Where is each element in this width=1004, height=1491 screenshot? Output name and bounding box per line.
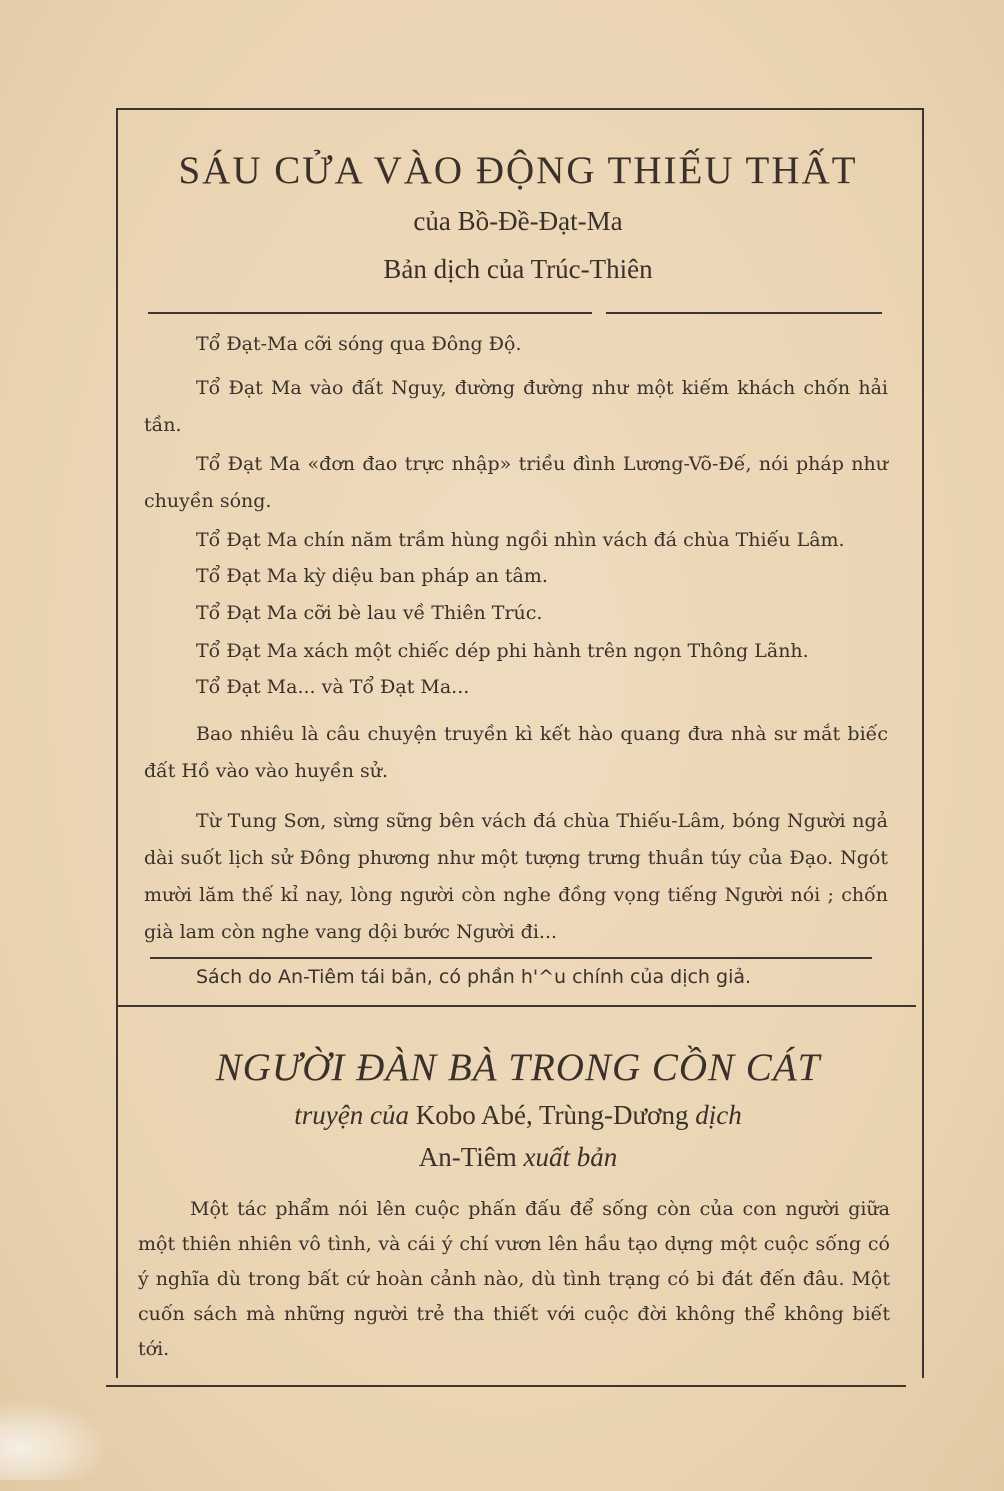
book1-line-1: Tổ Đạt-Ma cỡi sóng qua Đông Độ. — [196, 333, 522, 355]
book2-publisher: An-Tiêm — [418, 1142, 517, 1172]
book1-rule-right — [606, 312, 882, 314]
book1-line-4: Tổ Đạt Ma cỡi bè lau về Thiên Trúc. — [196, 602, 543, 624]
book2-credit — [120, 1100, 916, 1131]
book2-publisher-line — [120, 1142, 916, 1173]
book2-author: Kobo Abé, — [415, 1100, 533, 1130]
page-wear — [0, 1400, 110, 1480]
book1-line-5: Tổ Đạt Ma xách một chiếc dép phi hành trên ngọn Thông Lãnh. — [196, 640, 809, 662]
book1-title: SÁU CỬA VÀO ĐỘNG THIẾU THẤT — [178, 149, 858, 192]
bottom-rule — [106, 1385, 906, 1387]
book1-para-luong: Tổ Đạt Ma «đơn đao trực nhập» triều đình Lương-Võ-Đế, nói pháp như chuyền sóng. — [144, 453, 888, 512]
book2-translator: Trùng-Dương — [539, 1100, 689, 1130]
book1-line-3: Tổ Đạt Ma kỳ diệu ban pháp an tâm. — [196, 565, 548, 587]
book2-credit-suffix: dịch — [695, 1100, 742, 1130]
book1-para-tungson: Từ Tung Sơn, sừng sững bên vách đá chùa Thiếu-Lâm, bóng Người ngả dài suốt lịch sử Đông phương như một tượng trưng thuần túy của Đạo. Ngót mười lăm thế kỉ nay, lòng người còn nghe đồng vọng tiếng Người nói ; chốn già lam còn nghe vang dội bước Người đi... — [144, 810, 888, 943]
book1-translator: Bản dịch của Trúc-Thiên — [383, 254, 653, 284]
book2-publisher-suffix: xuất bản — [523, 1142, 618, 1172]
book1-note: Sách do An-Tiêm tái bản, có phần h'^u chính của dịch giả. — [196, 966, 752, 988]
book1-para-nguy: Tổ Đạt Ma vào đất Nguy, đường đường như một kiếm khách chốn hải tần. — [144, 377, 888, 436]
book2-title: NGƯỜI ĐÀN BÀ TRONG CỒN CÁT — [215, 1046, 821, 1089]
book2-credit-prefix: truyện của — [294, 1100, 409, 1130]
book1-note-rule — [150, 957, 872, 959]
book1-para-baonhieu: Bao nhiêu là câu chuyện truyền kì kết hào quang đưa nhà sư mắt biếc đất Hồ vào vào huyền sử. — [144, 723, 888, 782]
book1-rule-left — [148, 312, 592, 314]
book2-description: Một tác phẩm nói lên cuộc phấn đấu để sống còn của con người giữa một thiên nhiên vô tình, và cái ý chí vươn lên hầu tạo dựng một cuộc sống có ý nghĩa dù trong bất cứ hoàn cảnh nào, dù tình trạng có bi đát đến đâu. Một cuốn sách mà những người trẻ tha thiết với cuộc đời không thể không biết tới. — [138, 1198, 890, 1360]
book1-line-2: Tổ Đạt Ma chín năm trầm hùng ngồi nhìn vách đá chùa Thiếu Lâm. — [196, 529, 845, 551]
section-divider — [116, 1005, 916, 1007]
book1-author: của Bồ-Đề-Đạt-Ma — [413, 206, 623, 236]
book1-line-6: Tổ Đạt Ma... và Tổ Đạt Ma... — [196, 676, 470, 698]
